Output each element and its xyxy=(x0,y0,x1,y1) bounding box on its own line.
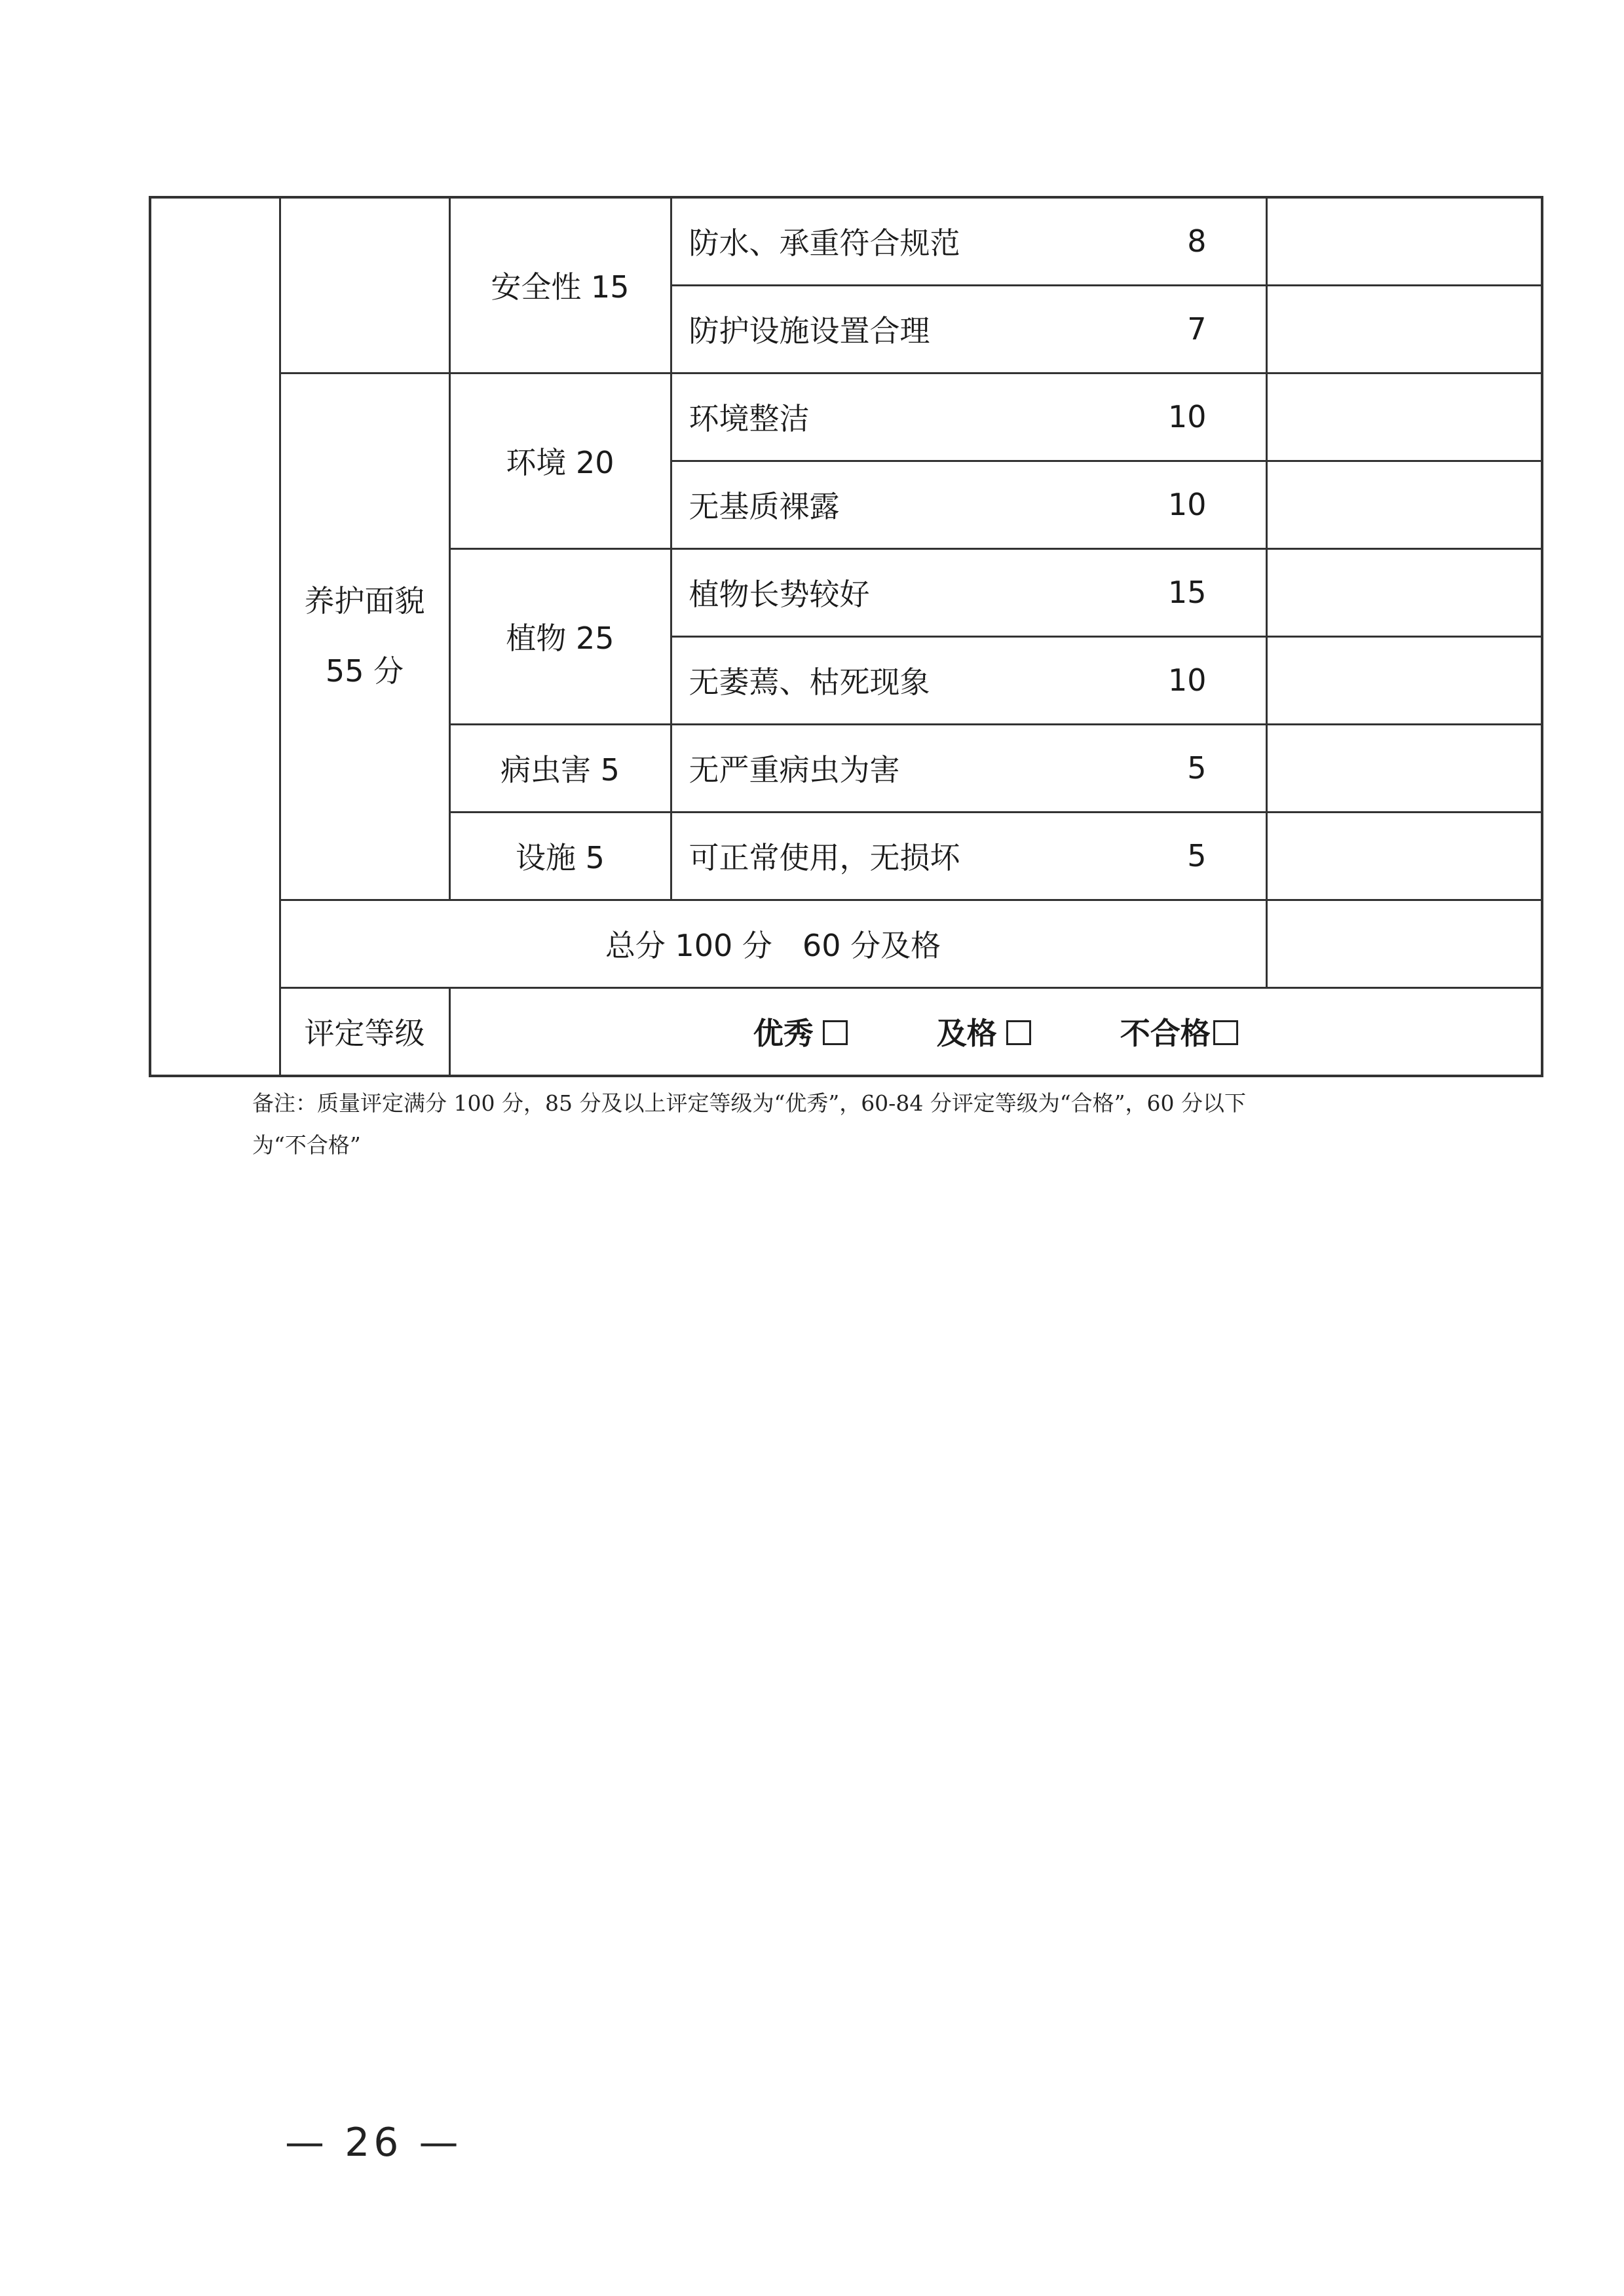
item-score: 8 xyxy=(1187,223,1207,259)
item-score: 7 xyxy=(1187,311,1207,347)
grade-label: 评定等级 xyxy=(280,987,449,1076)
item-cell xyxy=(671,461,1266,548)
outer-left-cell xyxy=(150,197,280,1076)
category-facilities: 设施 5 xyxy=(449,812,671,900)
category-safety: 安全性 15 xyxy=(449,197,671,373)
checkbox[interactable] xyxy=(823,1020,848,1045)
item-score: 5 xyxy=(1187,750,1207,786)
item-label: 无严重病虫为害 xyxy=(689,752,900,788)
item-label: 防护设施设置合理 xyxy=(689,313,930,349)
section-points: 55 分 xyxy=(325,653,404,689)
checkbox[interactable] xyxy=(1213,1020,1238,1045)
grade-option-label: 不合格 xyxy=(1120,1016,1211,1052)
total-score-label: 总分 100 分 60 分及格 xyxy=(280,900,1266,987)
grade-option-pass[interactable] xyxy=(937,1010,1031,1053)
item-score: 10 xyxy=(1167,662,1207,698)
grade-option-label: 优秀 xyxy=(753,1016,814,1052)
score-entry-cell[interactable] xyxy=(1266,373,1542,461)
section-maintenance xyxy=(280,373,449,900)
page-number: — 26 — xyxy=(285,2120,463,2166)
grade-options xyxy=(449,987,1542,1076)
evaluation-table xyxy=(149,196,1543,1077)
item-score: 15 xyxy=(1167,575,1207,610)
item-cell xyxy=(671,636,1266,724)
grade-option-excellent[interactable] xyxy=(753,1010,848,1053)
category-pests: 病虫害 5 xyxy=(449,724,671,812)
score-entry-cell[interactable] xyxy=(1266,812,1542,900)
item-score: 5 xyxy=(1187,838,1207,873)
total-score-entry-cell[interactable] xyxy=(1266,900,1542,987)
item-label: 无萎蔫、枯死现象 xyxy=(689,664,930,700)
score-entry-cell[interactable] xyxy=(1266,197,1542,285)
footnote-line-2: 为“不合格” xyxy=(252,1132,361,1158)
item-score: 10 xyxy=(1167,487,1207,522)
item-label: 环境整洁 xyxy=(689,401,810,436)
item-score: 10 xyxy=(1167,399,1207,434)
score-entry-cell[interactable] xyxy=(1266,636,1542,724)
item-cell xyxy=(671,724,1266,812)
item-label: 无基质裸露 xyxy=(689,489,840,524)
score-entry-cell[interactable] xyxy=(1266,724,1542,812)
grade-option-fail[interactable] xyxy=(1120,1010,1238,1053)
grade-option-label: 及格 xyxy=(936,1016,997,1052)
section-cell-empty xyxy=(280,197,449,373)
score-entry-cell[interactable] xyxy=(1266,461,1542,548)
checkbox[interactable] xyxy=(1006,1020,1031,1045)
category-environment: 环境 20 xyxy=(449,373,671,548)
item-cell xyxy=(671,812,1266,900)
score-entry-cell[interactable] xyxy=(1266,285,1542,373)
item-cell xyxy=(671,373,1266,461)
item-label: 可正常使用，无损坏 xyxy=(689,840,960,875)
item-cell xyxy=(671,548,1266,636)
score-entry-cell[interactable] xyxy=(1266,548,1542,636)
item-cell xyxy=(671,197,1266,285)
footnote-line-1: 备注：质量评定满分 100 分，85 分及以上评定等级为“优秀”，60-84 分评定等级为“合格”，60 分以下 xyxy=(252,1090,1247,1116)
item-cell xyxy=(671,285,1266,373)
section-title: 养护面貌 xyxy=(304,583,425,619)
item-label: 防水、承重符合规范 xyxy=(689,225,960,261)
item-label: 植物长势较好 xyxy=(689,577,870,612)
category-plants: 植物 25 xyxy=(449,548,671,724)
